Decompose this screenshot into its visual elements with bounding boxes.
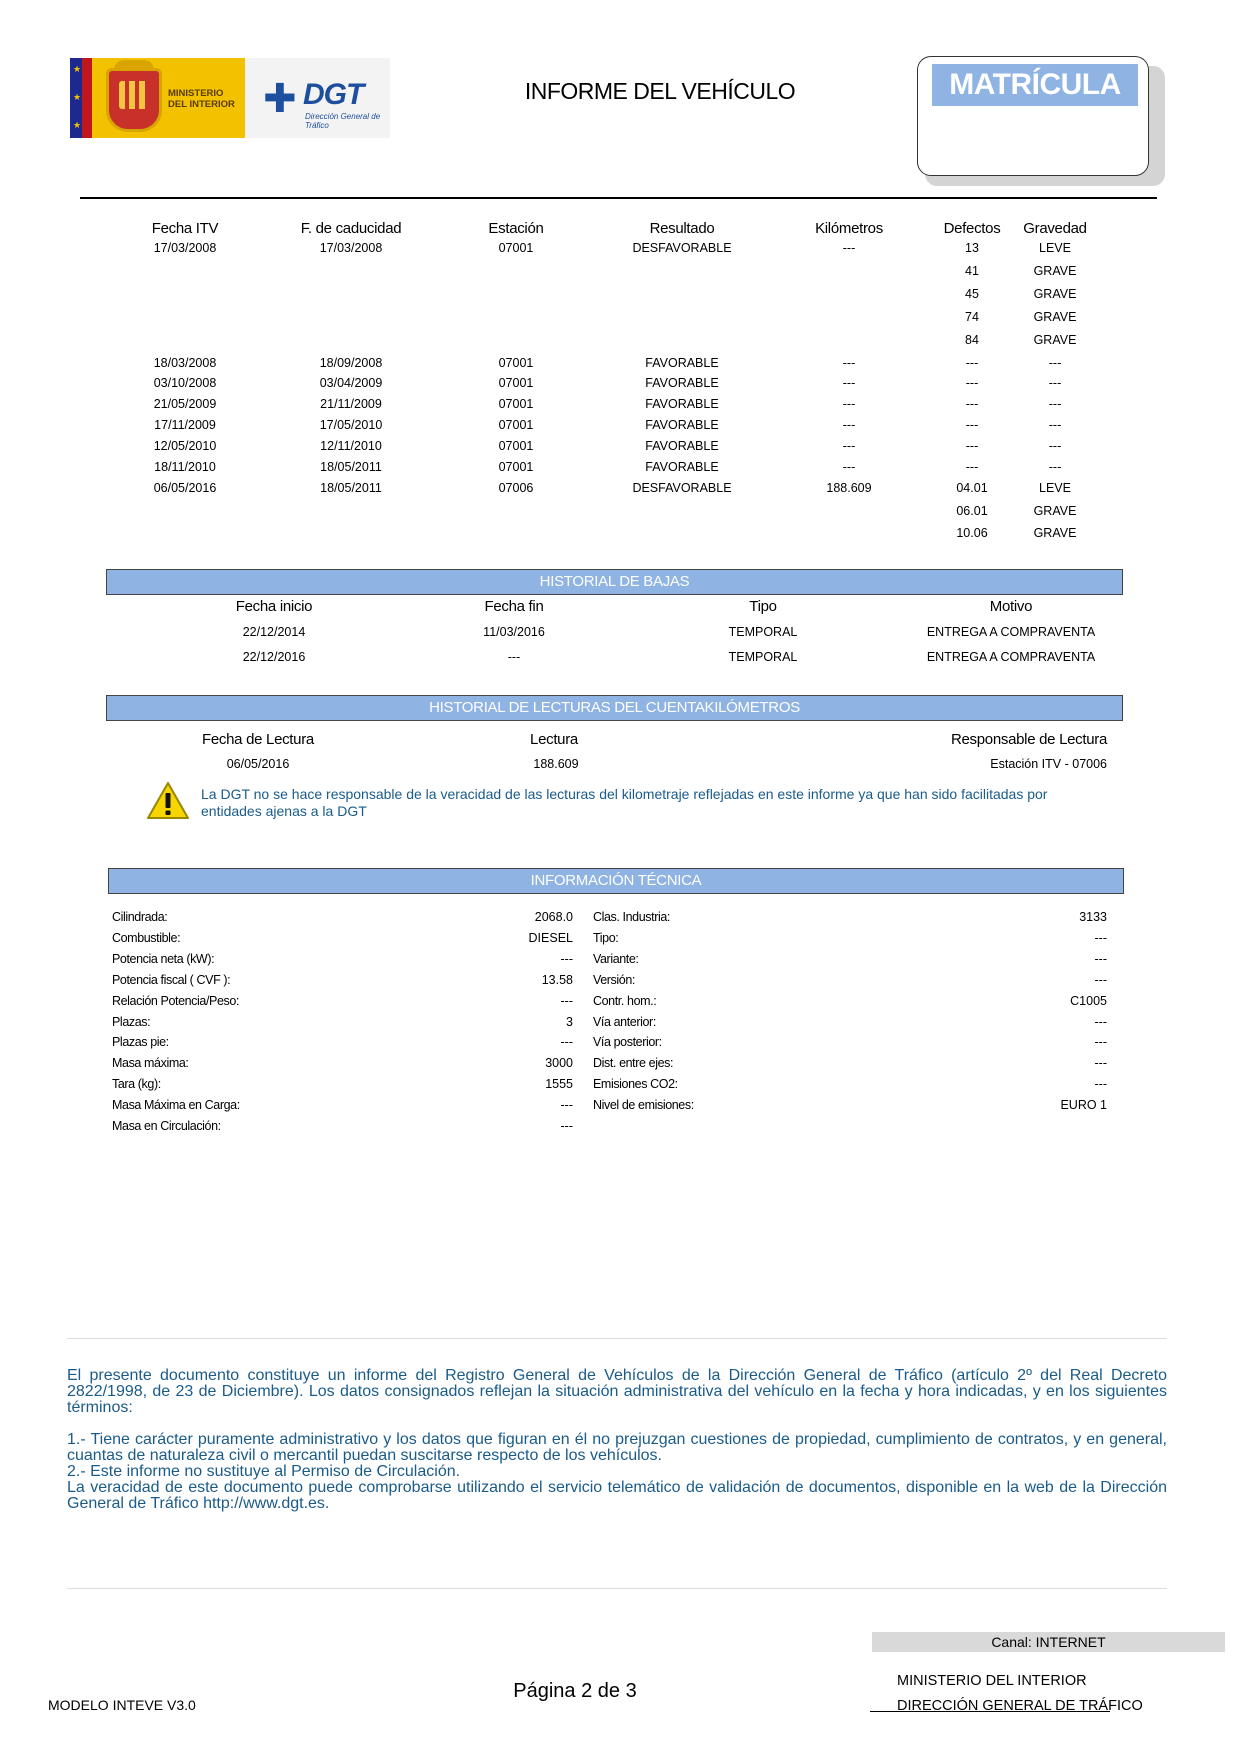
itv-cell-kilometros: --- bbox=[842, 418, 856, 432]
header-divider bbox=[80, 197, 1157, 199]
tecnica-right-value: --- bbox=[1094, 1035, 1107, 1049]
itv-cell-defectos: --- bbox=[965, 460, 979, 474]
page-number: Página 2 de 3 bbox=[513, 1680, 637, 1702]
itv-cell-gravedad: GRAVE bbox=[1033, 526, 1077, 540]
itv-header-gravedad: Gravedad bbox=[1023, 220, 1087, 237]
itv-cell-defectos: --- bbox=[965, 376, 979, 390]
itv-cell-estacion: 07006 bbox=[498, 481, 534, 495]
itv-cell-caducidad: 18/05/2011 bbox=[320, 460, 382, 474]
itv-cell-kilometros: --- bbox=[842, 241, 856, 255]
bajas-cell-motivo: ENTREGA A COMPRAVENTA bbox=[926, 625, 1096, 639]
itv-cell-defectos: --- bbox=[965, 356, 979, 370]
tecnica-right-value: --- bbox=[1094, 1056, 1107, 1070]
tecnica-right-value: 3133 bbox=[1079, 910, 1107, 924]
tecnica-left-label: Masa máxima: bbox=[112, 1056, 189, 1070]
itv-cell-gravedad: LEVE bbox=[1039, 481, 1071, 495]
itv-cell-gravedad: --- bbox=[1048, 460, 1062, 474]
itv-header-caducidad: F. de caducidad bbox=[300, 220, 402, 237]
itv-cell-gravedad: --- bbox=[1048, 439, 1062, 453]
itv-cell-kilometros: --- bbox=[842, 439, 856, 453]
bajas-cell-tipo: TEMPORAL bbox=[728, 625, 798, 639]
tecnica-left-value: DIESEL bbox=[528, 931, 573, 945]
itv-cell-estacion: 07001 bbox=[498, 356, 534, 370]
star-icon: ★ bbox=[73, 92, 82, 102]
tecnica-right-label: Contr. hom.: bbox=[593, 994, 657, 1008]
itv-cell-fecha-itv: 03/10/2008 bbox=[153, 376, 217, 390]
tecnica-left-label: Potencia fiscal ( CVF ): bbox=[112, 973, 231, 987]
itv-cell-kilometros: --- bbox=[842, 460, 856, 474]
itv-cell-resultado: FAVORABLE bbox=[645, 376, 719, 390]
itv-cell-defectos: 06.01 bbox=[956, 504, 988, 518]
itv-cell-gravedad: GRAVE bbox=[1033, 264, 1077, 278]
tecnica-left-label: Potencia neta (kW): bbox=[112, 952, 215, 966]
tecnica-right-value: --- bbox=[1094, 1077, 1107, 1091]
itv-cell-estacion: 07001 bbox=[498, 418, 534, 432]
tecnica-right-label: Clas. Industria: bbox=[593, 910, 670, 924]
tecnica-left-label: Combustible: bbox=[112, 931, 181, 945]
tecnica-right-value: --- bbox=[1094, 973, 1107, 987]
bajas-cell-fecha-fin: 11/03/2016 bbox=[483, 625, 545, 639]
dgt-logo-name: DGT bbox=[303, 78, 364, 111]
tecnica-left-value: --- bbox=[560, 1035, 573, 1049]
tecnica-right-value: --- bbox=[1094, 952, 1107, 966]
itv-header-resultado: Resultado bbox=[649, 220, 715, 237]
itv-cell-kilometros: --- bbox=[842, 397, 856, 411]
plate-value bbox=[935, 120, 1135, 160]
itv-cell-estacion: 07001 bbox=[498, 376, 534, 390]
tecnica-left-label: Masa Máxima en Carga: bbox=[112, 1098, 240, 1112]
legal-paragraph-3: 2.- Este informe no sustituye al Permiso de Circulación. bbox=[67, 1463, 461, 1480]
legal-paragraph-1: El presente documento constituye un informe del Registro General de Vehículos de la Dirección General de Tráfico (artículo 2º del Real Decreto 2822/1998, de 23 de Diciembre). Los datos consignados reflejan la situación administrativa del vehículo en la fecha y hora indicadas, y en los siguientes términos: bbox=[67, 1367, 1167, 1416]
tecnica-left-label: Masa en Circulación: bbox=[112, 1119, 221, 1133]
itv-cell-fecha-itv: 21/05/2009 bbox=[153, 397, 217, 411]
tecnica-left-value: 1555 bbox=[545, 1077, 573, 1091]
tecnica-left-value: 13.58 bbox=[541, 973, 573, 987]
tecnica-left-value: 3000 bbox=[545, 1056, 573, 1070]
itv-cell-gravedad: GRAVE bbox=[1033, 310, 1077, 324]
itv-header-fecha-itv: Fecha ITV bbox=[151, 220, 219, 237]
tecnica-right-label: Variante: bbox=[593, 952, 639, 966]
tecnica-right-label: Dist. entre ejes: bbox=[593, 1056, 674, 1070]
star-icon: ★ bbox=[73, 64, 82, 74]
bajas-header-fecha-fin: Fecha fin bbox=[484, 598, 544, 615]
itv-cell-resultado: FAVORABLE bbox=[645, 356, 719, 370]
tecnica-right-value: C1005 bbox=[1070, 994, 1107, 1008]
itv-cell-caducidad: 03/04/2009 bbox=[319, 376, 383, 390]
itv-cell-resultado: FAVORABLE bbox=[645, 418, 719, 432]
tecnica-right-value: --- bbox=[1094, 931, 1107, 945]
tecnica-left-value: 2068.0 bbox=[534, 910, 573, 924]
lecturas-cell-lectura: 188.609 bbox=[533, 757, 579, 771]
bajas-header-fecha-inicio: Fecha inicio bbox=[235, 598, 313, 615]
itv-cell-defectos: --- bbox=[965, 418, 979, 432]
tecnica-right-value: --- bbox=[1094, 1015, 1107, 1029]
lecturas-header-lectura: Lectura bbox=[530, 731, 578, 748]
itv-cell-caducidad: 21/11/2009 bbox=[320, 397, 382, 411]
kilometraje-disclaimer: La DGT no se hace responsable de la veracidad de las lecturas del kilometraje reflejadas en este informe ya que han sido facilitadas por entidades ajenas a la DGT bbox=[201, 786, 1048, 819]
itv-cell-gravedad: LEVE bbox=[1039, 241, 1071, 255]
tecnica-left-value: --- bbox=[560, 952, 573, 966]
bajas-cell-motivo: ENTREGA A COMPRAVENTA bbox=[926, 650, 1096, 664]
itv-cell-defectos: 45 bbox=[965, 287, 979, 301]
itv-cell-fecha-itv: 17/11/2009 bbox=[154, 418, 216, 432]
legal-paragraph-2: 1.- Tiene carácter puramente administrativo y los datos que figuran en él no prejuzgan cuestiones de propiedad, cumplimiento de contratos, y en general, cuantas de naturaleza civil o mercantil puedan suscitarse respecto de los vehículos. bbox=[67, 1431, 1167, 1464]
itv-cell-caducidad: 12/11/2010 bbox=[320, 439, 382, 453]
itv-cell-defectos: 10.06 bbox=[956, 526, 988, 540]
footer-ministerio: MINISTERIO DEL INTERIOR bbox=[897, 1673, 1087, 1689]
tecnica-left-value: --- bbox=[560, 1098, 573, 1112]
warning-triangle-icon bbox=[146, 781, 190, 821]
canal-badge: Canal: INTERNET bbox=[872, 1632, 1225, 1652]
bajas-header-tipo: Tipo bbox=[749, 598, 777, 615]
document-title: INFORME DEL VEHÍCULO bbox=[524, 78, 796, 104]
itv-cell-resultado: DESFAVORABLE bbox=[632, 241, 732, 255]
tecnica-right-label: Vía posterior: bbox=[593, 1035, 662, 1049]
modelo-label: MODELO INTEVE V3.0 bbox=[48, 1697, 196, 1713]
itv-cell-gravedad: --- bbox=[1048, 397, 1062, 411]
itv-header-defectos: Defectos bbox=[943, 220, 1001, 237]
bajas-section-bar: HISTORIAL DE BAJAS bbox=[106, 569, 1123, 595]
tecnica-left-label: Relación Potencia/Peso: bbox=[112, 994, 239, 1008]
itv-cell-estacion: 07001 bbox=[498, 397, 534, 411]
tecnica-right-label: Versión: bbox=[593, 973, 635, 987]
footer-direccion: DIRECCIÓN GENERAL DE TRÁFICO bbox=[897, 1698, 1143, 1714]
tecnica-left-label: Plazas pie: bbox=[112, 1035, 169, 1049]
itv-cell-gravedad: --- bbox=[1048, 418, 1062, 432]
itv-cell-defectos: 74 bbox=[965, 310, 979, 324]
itv-cell-gravedad: --- bbox=[1048, 356, 1062, 370]
tecnica-left-label: Tara (kg): bbox=[112, 1077, 161, 1091]
lecturas-header-fecha: Fecha de Lectura bbox=[202, 731, 314, 748]
itv-cell-fecha-itv: 18/03/2008 bbox=[153, 356, 217, 370]
tecnica-left-label: Plazas: bbox=[112, 1015, 151, 1029]
tecnica-left-value: 3 bbox=[566, 1015, 573, 1029]
dgt-logo bbox=[245, 58, 390, 138]
itv-cell-estacion: 07001 bbox=[498, 460, 534, 474]
legal-bottom-rule bbox=[67, 1588, 1167, 1589]
plate-label: MATRÍCULA bbox=[932, 64, 1138, 106]
tecnica-left-label: Cilindrada: bbox=[112, 910, 168, 924]
itv-cell-fecha-itv: 18/11/2010 bbox=[154, 460, 216, 474]
tecnica-left-value: --- bbox=[560, 994, 573, 1008]
itv-cell-gravedad: GRAVE bbox=[1033, 333, 1077, 347]
bajas-cell-fecha-inicio: 22/12/2014 bbox=[242, 625, 306, 639]
itv-cell-defectos: --- bbox=[965, 397, 979, 411]
itv-cell-fecha-itv: 17/03/2008 bbox=[153, 241, 217, 255]
bajas-cell-fecha-fin: --- bbox=[507, 650, 521, 664]
bajas-cell-fecha-inicio: 22/12/2016 bbox=[242, 650, 306, 664]
itv-cell-kilometros: --- bbox=[842, 376, 856, 390]
coat-of-arms-icon bbox=[106, 68, 162, 132]
itv-cell-defectos: 13 bbox=[965, 241, 979, 255]
itv-cell-defectos: 04.01 bbox=[956, 481, 988, 495]
itv-cell-kilometros: 188.609 bbox=[826, 481, 872, 495]
lecturas-section-bar: HISTORIAL DE LECTURAS DEL CUENTAKILÓMETROS bbox=[106, 695, 1123, 721]
itv-cell-gravedad: GRAVE bbox=[1033, 287, 1077, 301]
tecnica-section-bar: INFORMACIÓN TÉCNICA bbox=[108, 868, 1124, 894]
itv-cell-caducidad: 18/05/2011 bbox=[320, 481, 382, 495]
tecnica-right-label: Emisiones CO2: bbox=[593, 1077, 678, 1091]
tecnica-right-label: Nivel de emisiones: bbox=[593, 1098, 694, 1112]
bajas-cell-tipo: TEMPORAL bbox=[728, 650, 798, 664]
itv-cell-kilometros: --- bbox=[842, 356, 856, 370]
itv-cell-gravedad: GRAVE bbox=[1033, 504, 1077, 518]
ministry-logo-text: MINISTERIO DEL INTERIOR bbox=[168, 88, 235, 110]
lecturas-cell-responsable: Estación ITV - 07006 bbox=[990, 757, 1107, 771]
itv-cell-estacion: 07001 bbox=[498, 241, 534, 255]
tecnica-right-label: Vía anterior: bbox=[593, 1015, 656, 1029]
legal-paragraph-4: La veracidad de este documento puede comprobarse utilizando el servicio telemático de validación de documentos, disponible en la web de la Dirección General de Tráfico http://www.dgt.es. bbox=[67, 1479, 1167, 1512]
itv-cell-resultado: DESFAVORABLE bbox=[632, 481, 732, 495]
dgt-cross-icon: ✚ bbox=[263, 77, 297, 121]
legal-top-rule bbox=[67, 1338, 1167, 1339]
itv-header-estacion: Estación bbox=[488, 220, 544, 237]
itv-cell-resultado: FAVORABLE bbox=[645, 460, 719, 474]
itv-cell-caducidad: 18/09/2008 bbox=[319, 356, 383, 370]
itv-cell-resultado: FAVORABLE bbox=[645, 397, 719, 411]
itv-cell-defectos: 41 bbox=[965, 264, 979, 278]
itv-cell-estacion: 07001 bbox=[498, 439, 534, 453]
tecnica-left-value: --- bbox=[560, 1119, 573, 1133]
itv-cell-defectos: 84 bbox=[965, 333, 979, 347]
lecturas-header-responsable: Responsable de Lectura bbox=[950, 731, 1107, 748]
bajas-header-motivo: Motivo bbox=[989, 598, 1033, 615]
ministry-logo bbox=[70, 58, 245, 138]
dgt-logo-sub: Dirección General de Tráfico bbox=[305, 112, 381, 130]
itv-cell-fecha-itv: 06/05/2016 bbox=[153, 481, 217, 495]
itv-cell-caducidad: 17/03/2008 bbox=[319, 241, 383, 255]
itv-cell-caducidad: 17/05/2010 bbox=[319, 418, 383, 432]
tecnica-right-label: Tipo: bbox=[593, 931, 619, 945]
tecnica-right-value: EURO 1 bbox=[1060, 1098, 1107, 1112]
itv-cell-fecha-itv: 12/05/2010 bbox=[153, 439, 217, 453]
itv-cell-gravedad: --- bbox=[1048, 376, 1062, 390]
star-icon: ★ bbox=[73, 120, 82, 130]
itv-header-kilometros: Kilómetros bbox=[815, 220, 883, 237]
lecturas-cell-fecha: 06/05/2016 bbox=[226, 757, 290, 771]
itv-cell-resultado: FAVORABLE bbox=[645, 439, 719, 453]
itv-cell-defectos: --- bbox=[965, 439, 979, 453]
